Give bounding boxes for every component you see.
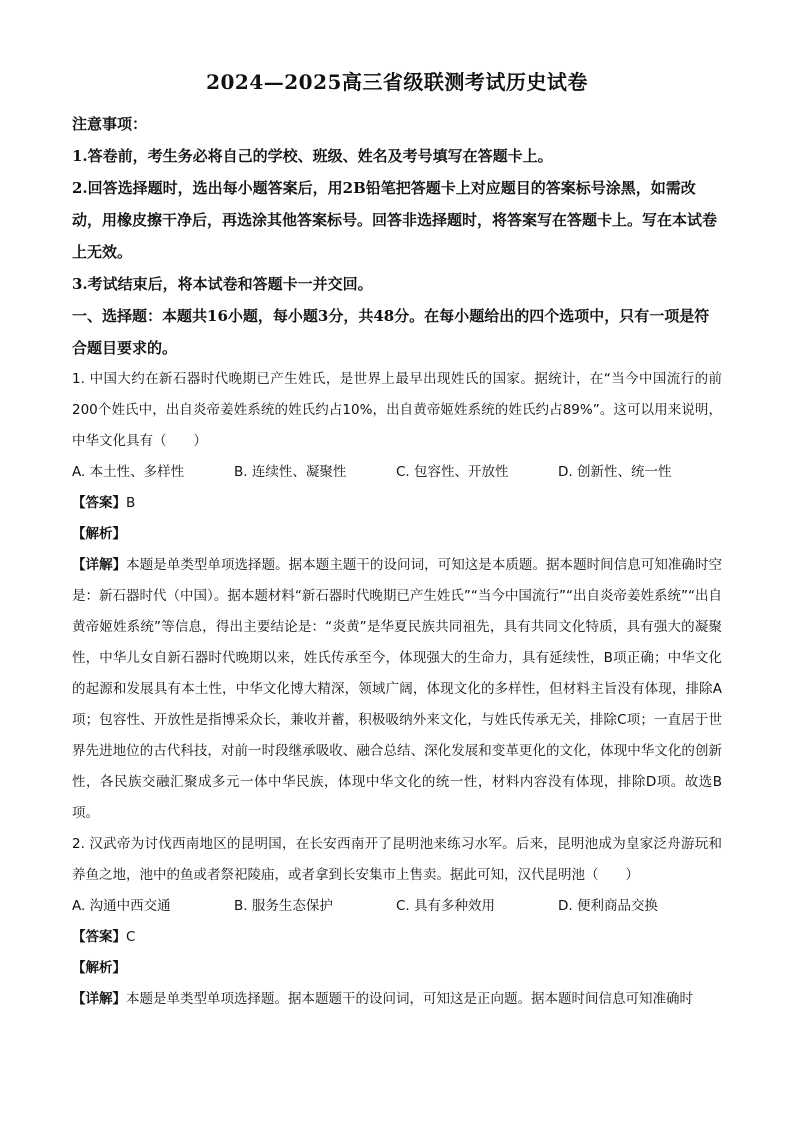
analysis-label: 【解析】 — [72, 960, 126, 976]
notice-heading: 注意事项： — [72, 115, 148, 133]
option-b: B. 连续性、凝聚性 — [234, 464, 347, 480]
answer-line — [72, 922, 722, 953]
option-c: C. 包容性、开放性 — [396, 464, 509, 480]
question-options — [72, 891, 722, 922]
notice-block — [72, 108, 722, 300]
option-a: A. 沟通中西交通 — [72, 898, 171, 914]
answer-label: 【答案】 — [72, 495, 126, 511]
exam-page — [72, 68, 722, 1015]
option-d: D. 创新性、统一性 — [558, 464, 672, 480]
option-b: B. 服务生态保护 — [234, 898, 333, 914]
question-2 — [72, 829, 722, 1015]
question-stem: 2. 汉武帝为讨伐西南地区的昆明国，在长安西南开了昆明池来练习水军。后来，昆明池成为皇家泛舟游玩和养鱼之地，池中的鱼或者祭祀陵庙，或者拿到长安集市上售卖。据此可知，汉代昆明池（ ） — [72, 836, 722, 883]
question-stem: 1. 中国大约在新石器时代晚期已产生姓氏，是世界上最早出现姓氏的国家。据统计，在“当今中国流行的前200个姓氏中，出自炎帝姜姓系统的姓氏约占10%，出自黄帝姬姓系统的姓氏约占89%”。这可以用来说明，中华文化具有（ ） — [72, 371, 722, 449]
section-heading: 一、选择题：本题共16小题，每小题3分，共48分。在每小题给出的四个选项中，只有一项是符合题目要求的。 — [72, 307, 710, 357]
detail-text: 本题是单类型单项选择题。据本题主题干的设问词，可知这是本质题。据本题时间信息可知准确时空是：新石器时代（中国）。据本题材料“新石器时代晚期已产生姓氏”“当今中国流行”“出自炎帝姜姓系统”“出自黄帝姬姓系统”等信息，得出主要结论是：“炎黄”是华夏民族共同祖先，具有共同文化特质，具有强大的凝聚性，中华儿女自新石器时代晚期以来，姓氏传承至今，体现强大的生命力，具有延续性，B项正确；中华文化的起源和发展具有本土性，中华文化博大精深，领域广阔，体现文化的多样性，但材料主旨没有体现，排除A项；包容性、开放性是指博采众长，兼收并蓄，积极吸纳外来文化，与姓氏传承无关，排除C项；一直居于世界先进地位的古代科技，对前一时段继承吸收、融合总结、深化发展和变革更化的文化，体现中华文化的创新性，各民族交融汇聚成多元一体中华民族，体现中华文化的统一性，材料内容没有体现，排除D项。故选B项。 — [72, 557, 723, 821]
answer-line — [72, 488, 722, 519]
notice-item-1: 1.答卷前，考生务必将自己的学校、班级、姓名及考号填写在答题卡上。 — [72, 147, 553, 165]
detail-text: 本题是单类型单项选择题。据本题题干的设问词，可知这是正向题。据本题时间信息可知准确时 — [126, 991, 693, 1007]
detail-label: 【详解】 — [72, 557, 127, 573]
analysis-label: 【解析】 — [72, 526, 126, 542]
answer-label: 【答案】 — [72, 929, 126, 945]
option-d: D. 便利商品交换 — [558, 898, 658, 914]
notice-item-3: 3.考试结束后，将本试卷和答题卡一并交回。 — [72, 275, 373, 293]
question-options — [72, 457, 722, 488]
answer-value: C — [126, 929, 136, 945]
answer-value: B — [126, 495, 136, 511]
notice-item-2: 2.回答选择题时，选出每小题答案后，用2B铅笔把答题卡上对应题目的答案标号涂黑，如需改动，用橡皮擦干净后，再选涂其他答案标号。回答非选择题时，将答案写在答题卡上。写在本试卷上无效。 — [72, 179, 718, 261]
analysis-line — [72, 519, 722, 550]
detail-paragraph — [72, 984, 722, 1015]
detail-paragraph — [72, 550, 722, 829]
option-c: C. 具有多种效用 — [396, 898, 496, 914]
analysis-line — [72, 953, 722, 984]
question-1 — [72, 364, 722, 829]
detail-label: 【详解】 — [72, 991, 126, 1007]
option-a: A. 本土性、多样性 — [72, 464, 185, 480]
page-title: 2024—2025高三省级联测考试历史试卷 — [206, 70, 588, 94]
